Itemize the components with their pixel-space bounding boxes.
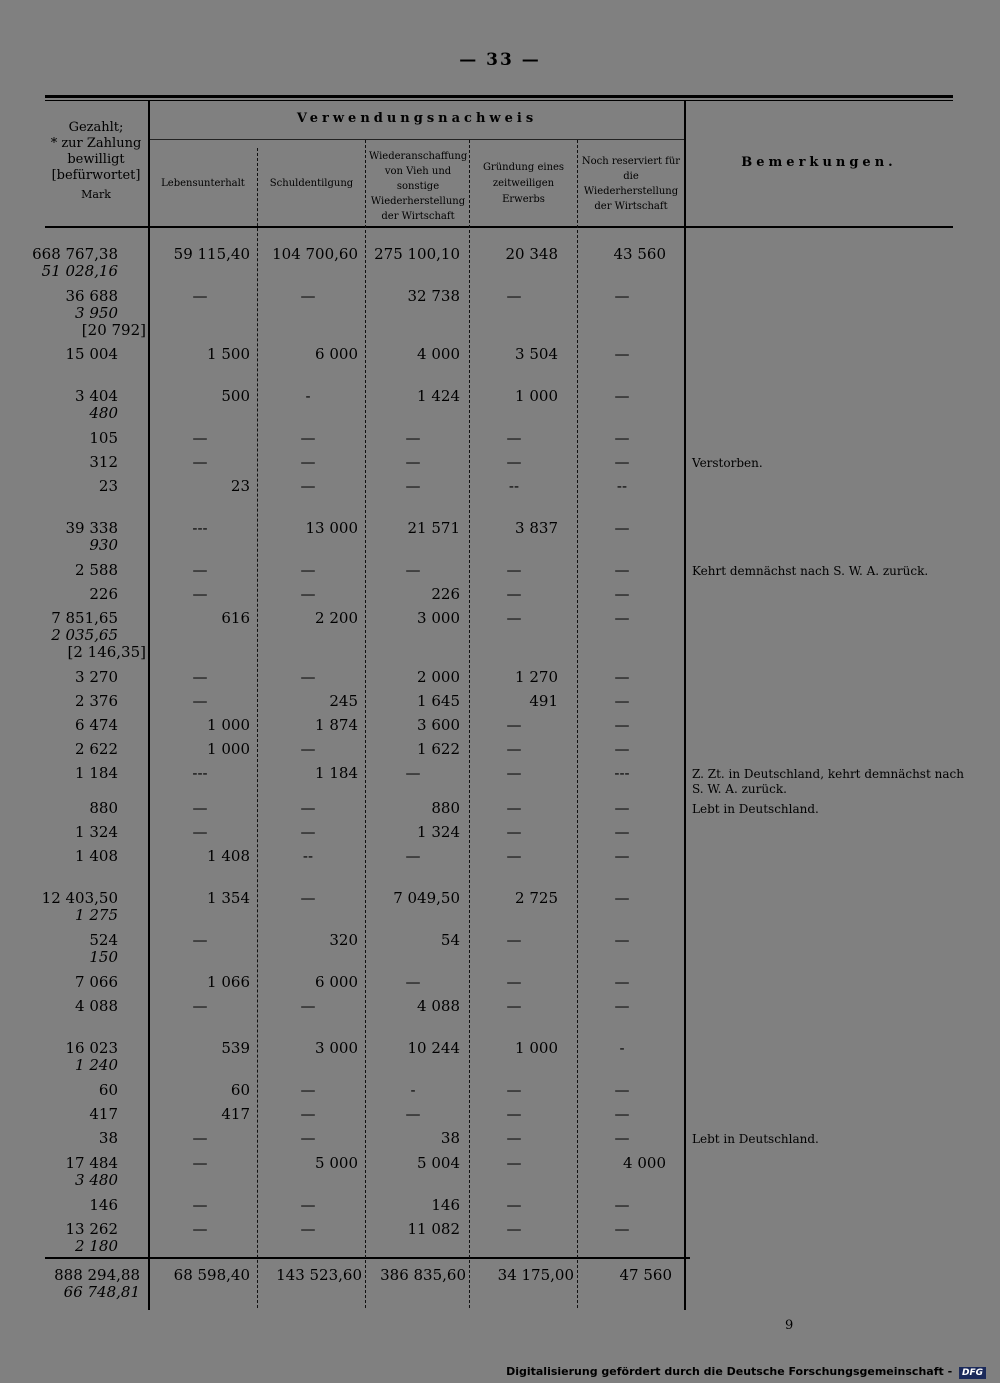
- debt-cell: —: [300, 477, 316, 495]
- paid-header-line2: * zur Zahlung: [50, 136, 142, 151]
- total-living: 68 598,40: [173, 1266, 250, 1284]
- paid-header-line3: bewilligt: [67, 152, 125, 167]
- paid-cell: 417: [89, 1105, 118, 1123]
- paid-column-header: [45, 120, 147, 203]
- living-cell: 616: [221, 609, 250, 627]
- paid-cell: 312: [89, 453, 118, 471]
- living-cell: —: [192, 668, 208, 686]
- paid-header-line4: [befürwortet]: [51, 168, 141, 183]
- group-title: Verwendungsnachweis: [296, 111, 538, 126]
- reserved-cell: —: [614, 1220, 630, 1238]
- living-cell: —: [192, 1154, 208, 1172]
- livestock-cell: 880: [431, 799, 460, 817]
- reserved-cell: ---: [614, 764, 630, 782]
- debt-column-header: Schuldentilgung: [269, 178, 354, 189]
- paid-cell: 1 184: [75, 764, 118, 782]
- total-reserved: 47 560: [619, 1266, 672, 1284]
- paid-cell: 16 023: [65, 1039, 118, 1057]
- founding-cell: 2 725: [515, 889, 558, 907]
- living-cell: ---: [192, 519, 208, 537]
- livestock-cell: —: [405, 429, 421, 447]
- debt-cell: 2 200: [315, 609, 358, 627]
- founding-cell: 20 348: [505, 245, 558, 263]
- header-bottom-rule: [45, 226, 953, 228]
- paid-cell: 668 767,38: [32, 245, 118, 263]
- paid-cell-third: [2 146,35]: [67, 643, 146, 661]
- debt-cell: —: [300, 453, 316, 471]
- living-cell: —: [192, 287, 208, 305]
- living-cell: —: [192, 931, 208, 949]
- paid-cell: 12 403,50: [41, 889, 118, 907]
- paid-cell: 1 324: [75, 823, 118, 841]
- remark-cell: Z. Zt. in Deutschland, kehrt demnächst nach: [692, 767, 964, 781]
- paid-cell-second: 480: [89, 404, 118, 422]
- reserved-cell: -: [619, 1039, 625, 1057]
- reserved-cell: —: [614, 931, 630, 949]
- table-top-rule: [45, 95, 953, 98]
- paid-cell: 13 262: [65, 1220, 118, 1238]
- founding-cell: —: [506, 585, 522, 603]
- paid-cell: 2 588: [75, 561, 118, 579]
- footer-credit: [506, 1365, 986, 1379]
- paid-cell: 3 270: [75, 668, 118, 686]
- living-column-header: Lebensunterhalt: [161, 178, 245, 189]
- paid-cell-second: 2 035,65: [51, 626, 118, 644]
- founding-cell: —: [506, 997, 522, 1015]
- debt-cell: —: [300, 1129, 316, 1147]
- founding-cell: 1 000: [515, 1039, 558, 1057]
- paid-cell: 4 088: [75, 997, 118, 1015]
- reserved-cell: —: [614, 345, 630, 363]
- paid-cell-second: 2 180: [75, 1237, 118, 1255]
- debt-cell: —: [300, 799, 316, 817]
- paid-cell: 7 851,65: [51, 609, 118, 627]
- reserved-cell: —: [614, 668, 630, 686]
- living-cell: —: [192, 1220, 208, 1238]
- reserved-cell: —: [614, 585, 630, 603]
- paid-cell: 15 004: [65, 345, 118, 363]
- debt-cell: —: [300, 1081, 316, 1099]
- reserved-cell: 4 000: [623, 1154, 666, 1172]
- group-title-rule: [150, 139, 684, 140]
- livestock-cell: —: [405, 1105, 421, 1123]
- founding-cell: 491: [529, 692, 558, 710]
- livestock-cell: —: [405, 477, 421, 495]
- reserved-cell: —: [614, 519, 630, 537]
- reserved-cell: —: [614, 429, 630, 447]
- total-paid-second: 66 748,81: [63, 1283, 140, 1301]
- reserved-cell: —: [614, 847, 630, 865]
- paid-cell-third: [20 792]: [81, 321, 146, 339]
- reserved-cell: —: [614, 1105, 630, 1123]
- livestock-cell: 1 622: [417, 740, 460, 758]
- livestock-cell: 4 000: [417, 345, 460, 363]
- total-debt: 143 523,60: [276, 1266, 362, 1284]
- founding-cell: —: [506, 973, 522, 991]
- remark-cell-second: S. W. A. zurück.: [692, 782, 787, 796]
- reserved-column-header: Noch reserviert für die Wiederherstellung der Wirtschaft: [581, 156, 681, 212]
- paid-cell: 7 066: [75, 973, 118, 991]
- paid-cell-second: 3 950: [75, 304, 118, 322]
- debt-cell: 320: [329, 931, 358, 949]
- debt-cell: 1 184: [315, 764, 358, 782]
- paid-cell: 17 484: [65, 1154, 118, 1172]
- reserved-cell: —: [614, 561, 630, 579]
- livestock-cell: 1 324: [417, 823, 460, 841]
- founding-cell: —: [506, 1105, 522, 1123]
- paid-header-unit: Mark: [81, 188, 111, 201]
- reserved-cell: —: [614, 453, 630, 471]
- livestock-column-header: Wiederanschaffung von Vieh und sonstige Wiederherstellung der Wirtschaft: [369, 151, 468, 222]
- livestock-cell: 11 082: [407, 1220, 460, 1238]
- founding-cell: —: [506, 1220, 522, 1238]
- living-cell: —: [192, 561, 208, 579]
- livestock-cell: 38: [440, 1129, 460, 1147]
- paid-cell: 2 376: [75, 692, 118, 710]
- living-cell: 500: [221, 387, 250, 405]
- total-livestock: 386 835,60: [380, 1266, 466, 1284]
- founding-cell: —: [506, 1081, 522, 1099]
- paid-cell: 23: [98, 477, 118, 495]
- living-cell: —: [192, 453, 208, 471]
- paid-cell: 1 408: [75, 847, 118, 865]
- livestock-cell: 5 004: [417, 1154, 460, 1172]
- debt-cell: —: [300, 429, 316, 447]
- paid-cell: 226: [89, 585, 118, 603]
- debt-cell: —: [300, 740, 316, 758]
- founding-cell: 3 837: [515, 519, 558, 537]
- debt-cell: —: [300, 561, 316, 579]
- paid-cell: 880: [89, 799, 118, 817]
- total-paid: 888 294,88: [54, 1266, 140, 1284]
- reserved-cell: —: [614, 1081, 630, 1099]
- debt-cell: 104 700,60: [272, 245, 358, 263]
- remarks-column-header: Bemerkungen.: [741, 155, 897, 170]
- livestock-cell: —: [405, 561, 421, 579]
- founding-cell: 1 000: [515, 387, 558, 405]
- reserved-cell: —: [614, 997, 630, 1015]
- livestock-cell: 2 000: [417, 668, 460, 686]
- livestock-cell: 1 424: [417, 387, 460, 405]
- founding-cell: —: [506, 1196, 522, 1214]
- living-cell: 23: [230, 477, 250, 495]
- living-cell: —: [192, 823, 208, 841]
- paid-cell-second: 1 240: [75, 1056, 118, 1074]
- paid-cell: 39 338: [65, 519, 118, 537]
- debt-cell: 13 000: [305, 519, 358, 537]
- founding-cell: 1 270: [515, 668, 558, 686]
- livestock-cell: 226: [431, 585, 460, 603]
- living-cell: 1 066: [207, 973, 250, 991]
- paid-cell-second: 930: [89, 536, 118, 554]
- founding-column-header: Gründung eines zeitweiligen Erwerbs: [482, 162, 565, 205]
- livestock-cell: 54: [440, 931, 460, 949]
- founding-cell: —: [506, 561, 522, 579]
- reserved-cell: 43 560: [613, 245, 666, 263]
- livestock-cell: 32 738: [407, 287, 460, 305]
- remark-cell: Kehrt demnächst nach S. W. A. zurück.: [692, 564, 929, 578]
- livestock-cell: —: [405, 847, 421, 865]
- debt-cell: 5 000: [315, 1154, 358, 1172]
- remark-cell: Lebt in Deutschland.: [692, 802, 819, 816]
- dfg-logo: DFG: [959, 1367, 986, 1379]
- remarks-col-divider: [684, 100, 686, 1310]
- debt-cell: —: [300, 889, 316, 907]
- living-cell: ---: [192, 764, 208, 782]
- debt-cell: 245: [329, 692, 358, 710]
- livestock-cell: —: [405, 764, 421, 782]
- totals-rule: [45, 1257, 690, 1259]
- debt-cell: —: [300, 668, 316, 686]
- founding-cell: —: [506, 799, 522, 817]
- remark-cell: Lebt in Deutschland.: [692, 1132, 819, 1146]
- debt-cell: —: [300, 1105, 316, 1123]
- livestock-cell: 3 000: [417, 609, 460, 627]
- debt-cell: --: [302, 847, 314, 865]
- livestock-cell: 275 100,10: [374, 245, 460, 263]
- reserved-cell: --: [616, 477, 628, 495]
- living-cell: —: [192, 692, 208, 710]
- founding-cell: —: [506, 429, 522, 447]
- paid-cell: 146: [89, 1196, 118, 1214]
- founding-cell: —: [506, 287, 522, 305]
- paid-cell: 105: [89, 429, 118, 447]
- livestock-cell: 3 600: [417, 716, 460, 734]
- living-cell: 60: [230, 1081, 250, 1099]
- living-cell: —: [192, 799, 208, 817]
- paid-cell: 2 622: [75, 740, 118, 758]
- founding-cell: —: [506, 609, 522, 627]
- reserved-cell: —: [614, 609, 630, 627]
- total-founding: 34 175,00: [497, 1266, 574, 1284]
- debt-cell: -: [305, 387, 311, 405]
- living-cell: —: [192, 429, 208, 447]
- reserved-cell: —: [614, 1196, 630, 1214]
- founding-cell: —: [506, 931, 522, 949]
- reserved-cell: —: [614, 387, 630, 405]
- living-cell: 539: [221, 1039, 250, 1057]
- livestock-cell: 1 645: [417, 692, 460, 710]
- remark-cell: Verstorben.: [692, 456, 763, 470]
- living-cell: 1 354: [207, 889, 250, 907]
- paid-cell: 3 404: [75, 387, 118, 405]
- sheet-number: 9: [785, 1318, 794, 1333]
- debt-cell: —: [300, 585, 316, 603]
- founding-cell: —: [506, 823, 522, 841]
- paid-cell: 524: [89, 931, 118, 949]
- reserved-cell: —: [614, 1129, 630, 1147]
- living-cell: 1 408: [207, 847, 250, 865]
- livestock-cell: 146: [431, 1196, 460, 1214]
- livestock-cell: 4 088: [417, 997, 460, 1015]
- debt-cell: —: [300, 997, 316, 1015]
- founding-cell: —: [506, 453, 522, 471]
- debt-cell: —: [300, 287, 316, 305]
- debt-cell: —: [300, 1196, 316, 1214]
- founding-cell: —: [506, 1154, 522, 1172]
- living-cell: 59 115,40: [173, 245, 250, 263]
- founding-cell: —: [506, 1129, 522, 1147]
- reserved-cell: —: [614, 740, 630, 758]
- reserved-cell: —: [614, 973, 630, 991]
- reserved-cell: —: [614, 889, 630, 907]
- reserved-cell: —: [614, 716, 630, 734]
- founding-cell: 3 504: [515, 345, 558, 363]
- founding-cell: —: [506, 716, 522, 734]
- debt-cell: 1 874: [315, 716, 358, 734]
- livestock-cell: 10 244: [407, 1039, 460, 1057]
- paid-cell-second: 150: [89, 948, 118, 966]
- paid-cell-second: 1 275: [75, 906, 118, 924]
- debt-cell: 3 000: [315, 1039, 358, 1057]
- debt-cell: —: [300, 823, 316, 841]
- founding-cell: —: [506, 847, 522, 865]
- paid-cell-second: 3 480: [75, 1171, 118, 1189]
- paid-header-line1: Gezahlt;: [68, 120, 124, 135]
- founding-cell: —: [506, 740, 522, 758]
- livestock-cell: -: [410, 1081, 416, 1099]
- founding-cell: —: [506, 764, 522, 782]
- living-cell: —: [192, 585, 208, 603]
- page-number: — 33 —: [459, 50, 541, 70]
- living-cell: 417: [221, 1105, 250, 1123]
- living-cell: —: [192, 997, 208, 1015]
- table-top-rule-thin: [45, 100, 953, 101]
- footer-credit-text: Digitalisierung gefördert durch die Deutsche Forschungsgemeinschaft -: [506, 1365, 953, 1378]
- living-cell: —: [192, 1129, 208, 1147]
- paid-cell: 60: [98, 1081, 118, 1099]
- livestock-cell: —: [405, 973, 421, 991]
- reserved-cell: —: [614, 692, 630, 710]
- debt-cell: 6 000: [315, 345, 358, 363]
- living-cell: —: [192, 1196, 208, 1214]
- reserved-cell: —: [614, 799, 630, 817]
- living-cell: 1 500: [207, 345, 250, 363]
- living-cell: 1 000: [207, 740, 250, 758]
- livestock-cell: 21 571: [407, 519, 460, 537]
- founding-cell: --: [508, 477, 520, 495]
- reserved-cell: —: [614, 823, 630, 841]
- livestock-cell: 7 049,50: [393, 889, 460, 907]
- paid-cell: 36 688: [65, 287, 118, 305]
- paid-cell-second: 51 028,16: [41, 262, 118, 280]
- livestock-cell: —: [405, 453, 421, 471]
- reserved-cell: —: [614, 287, 630, 305]
- debt-cell: —: [300, 1220, 316, 1238]
- paid-cell: 38: [98, 1129, 118, 1147]
- living-cell: 1 000: [207, 716, 250, 734]
- paid-cell: 6 474: [75, 716, 118, 734]
- debt-cell: 6 000: [315, 973, 358, 991]
